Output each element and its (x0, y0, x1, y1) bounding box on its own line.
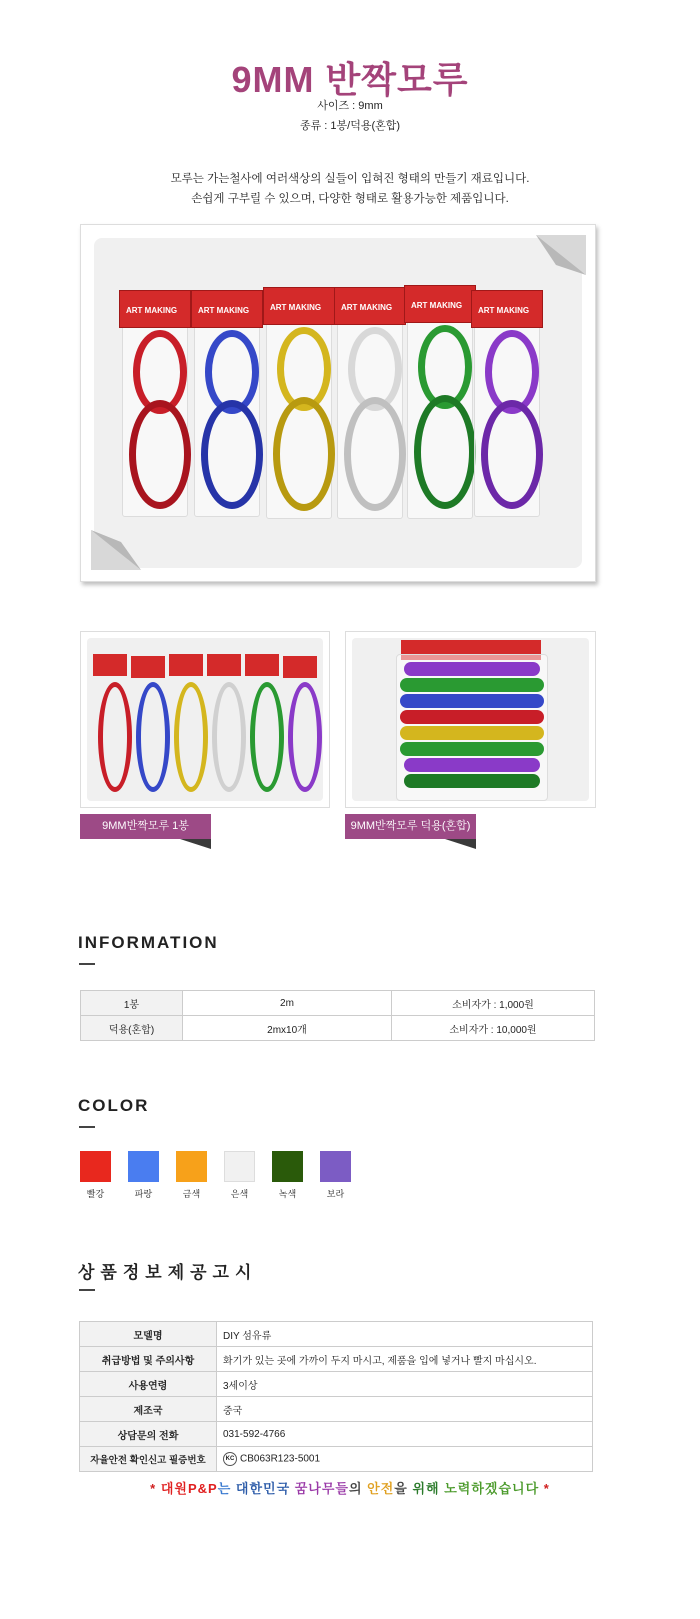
product-title: 9MM 반짝모루 (231, 59, 469, 100)
info-length: 2mx10개 (183, 1016, 392, 1041)
pack-green (404, 285, 474, 517)
info-name: 1봉 (81, 991, 183, 1016)
slogan-part: 위해 (412, 1481, 440, 1496)
notice-value: DIY 섬유류 (217, 1322, 593, 1347)
bulk-pack-label: 9MM반짝모루 덕용(혼합) (345, 814, 476, 839)
slogan-part: 을 (394, 1481, 408, 1496)
notice-value: 중국 (217, 1397, 593, 1422)
notice-value-cert (217, 1447, 593, 1472)
type-spec: 종류 : 1봉/덕용(혼합) (299, 120, 401, 132)
bulk-pack-photo (345, 631, 596, 808)
table-row (80, 1422, 593, 1447)
table-row (81, 1016, 595, 1041)
table-row (80, 1322, 593, 1347)
color-label: 은색 (230, 1189, 249, 1199)
info-price: 소비자가 : 1,000원 (392, 991, 595, 1016)
notice-label: 모델명 (80, 1322, 217, 1347)
single-pack-label: 9MM반짝모루 1봉 (80, 814, 211, 839)
notice-table (79, 1321, 593, 1472)
notice-underline (79, 1289, 95, 1291)
notice-value: 화기가 있는 곳에 가까이 두지 마시고, 제품을 입에 넣거나 빨지 마십시오. (217, 1347, 593, 1372)
information-heading: INFORMATION (78, 933, 219, 952)
color-label: 빨강 (86, 1189, 105, 1199)
slogan-part: 안전 (367, 1481, 395, 1496)
notice-label: 제조국 (80, 1397, 217, 1422)
color-label: 금색 (182, 1189, 201, 1199)
page-curl-bottom-left (91, 530, 141, 570)
color-swatch-purple (320, 1151, 351, 1182)
pack-gold (263, 287, 333, 517)
color-swatch-gold (176, 1151, 207, 1182)
main-product-photo (80, 224, 596, 582)
pack-label: ART MAKING (198, 306, 250, 315)
table-row (80, 1347, 593, 1372)
info-price: 소비자가 : 10,000원 (392, 1016, 595, 1041)
slogan-part: 대한민국 (235, 1481, 291, 1496)
color-swatch-blue (128, 1151, 159, 1182)
notice-value: 031-592-4766 (217, 1422, 593, 1447)
slogan-star-right: * (543, 1481, 550, 1496)
pack-label: ART MAKING (478, 306, 530, 315)
pack-silver (334, 287, 404, 517)
slogan (0, 1478, 700, 1497)
kc-mark-icon: KC (223, 1452, 237, 1466)
cert-number: CB063R123-5001 (240, 1453, 321, 1465)
pack-label: ART MAKING (341, 303, 393, 312)
page-curl-top-right (536, 235, 586, 275)
slogan-part: 의 (348, 1481, 363, 1496)
bulk-pack-label-tag (345, 814, 476, 839)
slogan-part: 꿈나무들 (294, 1481, 349, 1496)
slogan-part-brand: 대원P&P (160, 1481, 218, 1496)
table-row (80, 1447, 593, 1472)
info-length: 2m (183, 991, 392, 1016)
pack-red (119, 290, 189, 515)
color-swatch-green (272, 1151, 303, 1182)
notice-label: 취급방법 및 주의사항 (80, 1347, 217, 1372)
notice-label: 상담문의 전화 (80, 1422, 217, 1447)
pack-label: ART MAKING (126, 306, 178, 315)
pack-label: ART MAKING (411, 301, 463, 310)
color-underline (79, 1126, 95, 1128)
slogan-star-left: * (150, 1481, 157, 1496)
description-line-1: 모루는 가는철사에 여러색상의 실들이 입혀진 형태의 만들기 재료입니다. (170, 173, 530, 185)
color-heading: COLOR (78, 1096, 150, 1115)
color-swatch-red (80, 1151, 111, 1182)
information-underline (79, 963, 95, 965)
info-name: 덕용(혼합) (81, 1016, 183, 1041)
notice-label: 사용연령 (80, 1372, 217, 1397)
color-label: 녹색 (278, 1189, 297, 1199)
table-row (80, 1372, 593, 1397)
size-spec: 사이즈 : 9mm (317, 100, 383, 112)
notice-label: 자율안전 확인신고 필증번호 (80, 1447, 217, 1472)
single-pack-photo (80, 631, 330, 808)
pack-purple (471, 290, 541, 515)
color-swatch-silver (224, 1151, 255, 1182)
color-label: 파랑 (134, 1189, 153, 1199)
single-pack-label-tag (80, 814, 211, 839)
information-table (80, 990, 595, 1041)
slogan-part: 는 (217, 1481, 232, 1496)
table-row (81, 991, 595, 1016)
table-row (80, 1397, 593, 1422)
color-label: 보라 (326, 1189, 345, 1199)
pack-blue (191, 290, 261, 515)
pack-label: ART MAKING (270, 303, 322, 312)
description-line-2: 손쉽게 구부릴 수 있으며, 다양한 형태로 활용가능한 제품입니다. (191, 193, 509, 205)
slogan-part: 노력하겠습니다 (444, 1481, 540, 1496)
notice-heading: 상품정보제공고시 (78, 1263, 258, 1282)
notice-value: 3세이상 (217, 1372, 593, 1397)
